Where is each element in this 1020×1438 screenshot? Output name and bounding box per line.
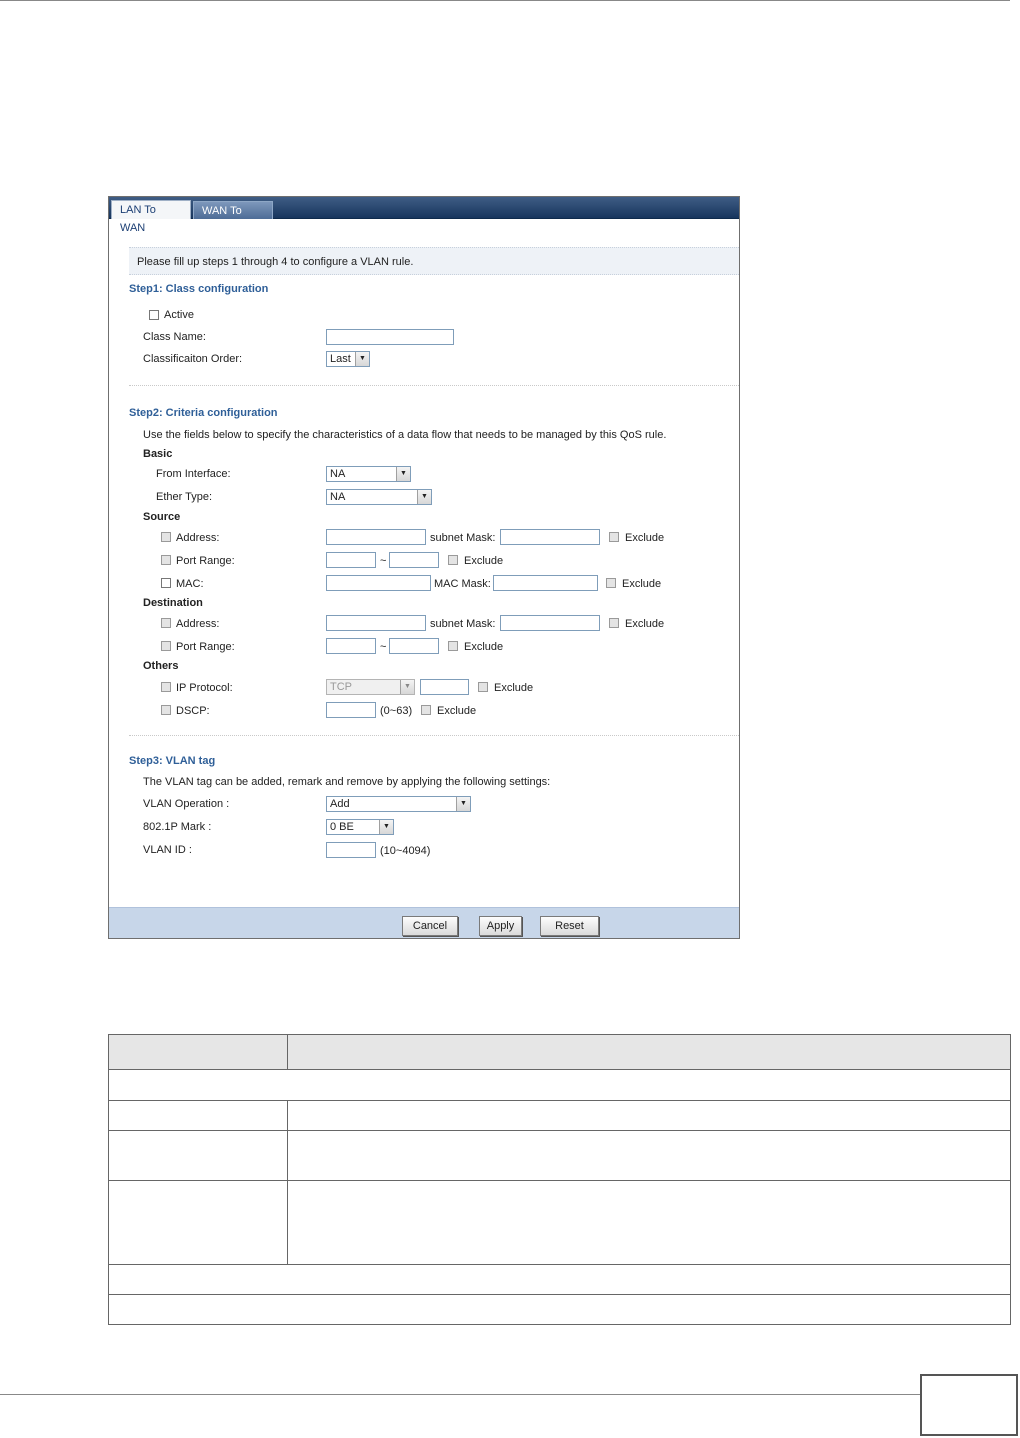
dscp-range-note: (0~63) (380, 705, 413, 717)
source-mac-input[interactable] (326, 575, 431, 591)
reset-button[interactable]: Reset (540, 916, 599, 936)
table-column-divider (287, 1035, 288, 1070)
table-row-divider (109, 1130, 1010, 1131)
from-interface-value: NA (330, 468, 346, 480)
vlan-rule-panel (108, 196, 740, 939)
chevron-down-icon: ▼ (396, 467, 410, 481)
source-address-checkbox[interactable] (161, 532, 171, 542)
vlan-id-input[interactable] (326, 842, 376, 858)
class-name-input[interactable] (326, 329, 454, 345)
exclude-label: Exclude (494, 682, 534, 694)
exclude-label: Exclude (464, 555, 504, 567)
source-subnet-mask-input[interactable] (500, 529, 600, 545)
classification-order-select[interactable] (326, 351, 370, 367)
source-port-end-input[interactable] (389, 552, 439, 568)
source-port-exclude-checkbox[interactable] (448, 555, 458, 565)
from-interface-label: From Interface: (156, 468, 231, 480)
destination-port-end-input[interactable] (389, 638, 439, 654)
divider (129, 735, 739, 736)
mac-mask-label: MAC Mask: (434, 578, 491, 590)
ip-protocol-checkbox[interactable] (161, 682, 171, 692)
destination-port-range-label: Port Range: (176, 641, 235, 653)
step2-description: Use the fields below to specify the characteristics of a data flow that needs to be managed by this QoS rule. (143, 429, 667, 441)
8021p-mark-label: 802.1P Mark : (143, 821, 212, 833)
exclude-label: Exclude (464, 641, 504, 653)
chevron-down-icon: ▼ (355, 352, 369, 366)
range-tilde: ~ (380, 641, 387, 653)
ether-type-label: Ether Type: (156, 491, 213, 503)
destination-port-range-checkbox[interactable] (161, 641, 171, 651)
dscp-checkbox[interactable] (161, 705, 171, 715)
ip-protocol-number-input[interactable] (420, 679, 469, 695)
source-address-input[interactable] (326, 529, 426, 545)
class-name-label: Class Name: (143, 331, 206, 343)
others-heading: Others (143, 660, 179, 672)
ether-type-value: NA (330, 491, 346, 503)
destination-address-label: Address: (176, 618, 220, 630)
page-number-box (920, 1374, 1018, 1436)
8021p-mark-select[interactable] (326, 819, 394, 835)
active-checkbox[interactable] (149, 310, 159, 320)
field-description-table (108, 1034, 1011, 1325)
tab-wan-to-lan[interactable]: WAN To LAN (193, 201, 273, 219)
source-subnet-mask-label: subnet Mask: (430, 532, 496, 544)
table-column-divider (287, 1100, 288, 1264)
table-row-divider (109, 1264, 1010, 1265)
chevron-down-icon: ▼ (417, 490, 431, 504)
vlan-operation-value: Add (330, 798, 350, 810)
step1-title: Step1: Class configuration (129, 283, 269, 295)
dscp-input[interactable] (326, 702, 376, 718)
source-mac-checkbox[interactable] (161, 578, 171, 588)
basic-heading: Basic (143, 448, 173, 460)
source-port-start-input[interactable] (326, 552, 376, 568)
ether-type-select[interactable] (326, 489, 432, 505)
table-header-row (109, 1035, 1010, 1070)
step3-title: Step3: VLAN tag (129, 755, 216, 767)
source-mac-exclude-checkbox[interactable] (606, 578, 616, 588)
tab-bar (109, 197, 739, 235)
table-row-divider (109, 1100, 1010, 1101)
button-bar (109, 907, 739, 938)
vlan-id-label: VLAN ID : (143, 844, 192, 856)
vlan-operation-select[interactable] (326, 796, 471, 812)
source-mac-label: MAC: (176, 578, 204, 590)
destination-address-input[interactable] (326, 615, 426, 631)
vlan-id-range-note: (10~4094) (380, 845, 431, 857)
destination-address-exclude-checkbox[interactable] (609, 618, 619, 628)
destination-heading: Destination (143, 597, 203, 609)
dscp-exclude-checkbox[interactable] (421, 705, 431, 715)
apply-button[interactable]: Apply (479, 916, 522, 936)
mac-mask-input[interactable] (493, 575, 598, 591)
table-row-divider (109, 1180, 1010, 1181)
source-port-range-checkbox[interactable] (161, 555, 171, 565)
source-address-label: Address: (176, 532, 220, 544)
exclude-label: Exclude (625, 532, 665, 544)
footer-rule (0, 1394, 920, 1395)
classification-order-value: Last (330, 353, 351, 365)
8021p-mark-value: 0 BE (330, 821, 354, 833)
source-address-exclude-checkbox[interactable] (609, 532, 619, 542)
destination-port-exclude-checkbox[interactable] (448, 641, 458, 651)
from-interface-select[interactable] (326, 466, 411, 482)
step2-title: Step2: Criteria configuration (129, 407, 278, 419)
active-label: Active (164, 309, 194, 321)
exclude-label: Exclude (437, 705, 477, 717)
ip-protocol-exclude-checkbox[interactable] (478, 682, 488, 692)
chevron-down-icon: ▼ (400, 680, 414, 694)
vlan-operation-label: VLAN Operation : (143, 798, 230, 810)
destination-address-checkbox[interactable] (161, 618, 171, 628)
chevron-down-icon: ▼ (379, 820, 393, 834)
destination-port-start-input[interactable] (326, 638, 376, 654)
dscp-label: DSCP: (176, 705, 210, 717)
tab-lan-to-wan[interactable]: LAN To WAN (111, 200, 191, 219)
cancel-button[interactable]: Cancel (402, 916, 458, 936)
header-rule (0, 0, 1010, 1)
divider (129, 385, 739, 386)
step3-description: The VLAN tag can be added, remark and remove by applying the following settings: (143, 776, 551, 788)
destination-subnet-mask-label: subnet Mask: (430, 618, 496, 630)
ip-protocol-select[interactable] (326, 679, 415, 695)
ip-protocol-value: TCP (330, 681, 352, 693)
source-heading: Source (143, 511, 181, 523)
source-port-range-label: Port Range: (176, 555, 235, 567)
info-text: Please fill up steps 1 through 4 to configure a VLAN rule. (137, 256, 414, 268)
destination-subnet-mask-input[interactable] (500, 615, 600, 631)
table-row-divider (109, 1294, 1010, 1295)
range-tilde: ~ (380, 555, 387, 567)
exclude-label: Exclude (622, 578, 662, 590)
classification-order-label: Classificaiton Order: (143, 353, 243, 365)
chevron-down-icon: ▼ (456, 797, 470, 811)
info-bar (129, 247, 739, 275)
exclude-label: Exclude (625, 618, 665, 630)
ip-protocol-label: IP Protocol: (176, 682, 233, 694)
